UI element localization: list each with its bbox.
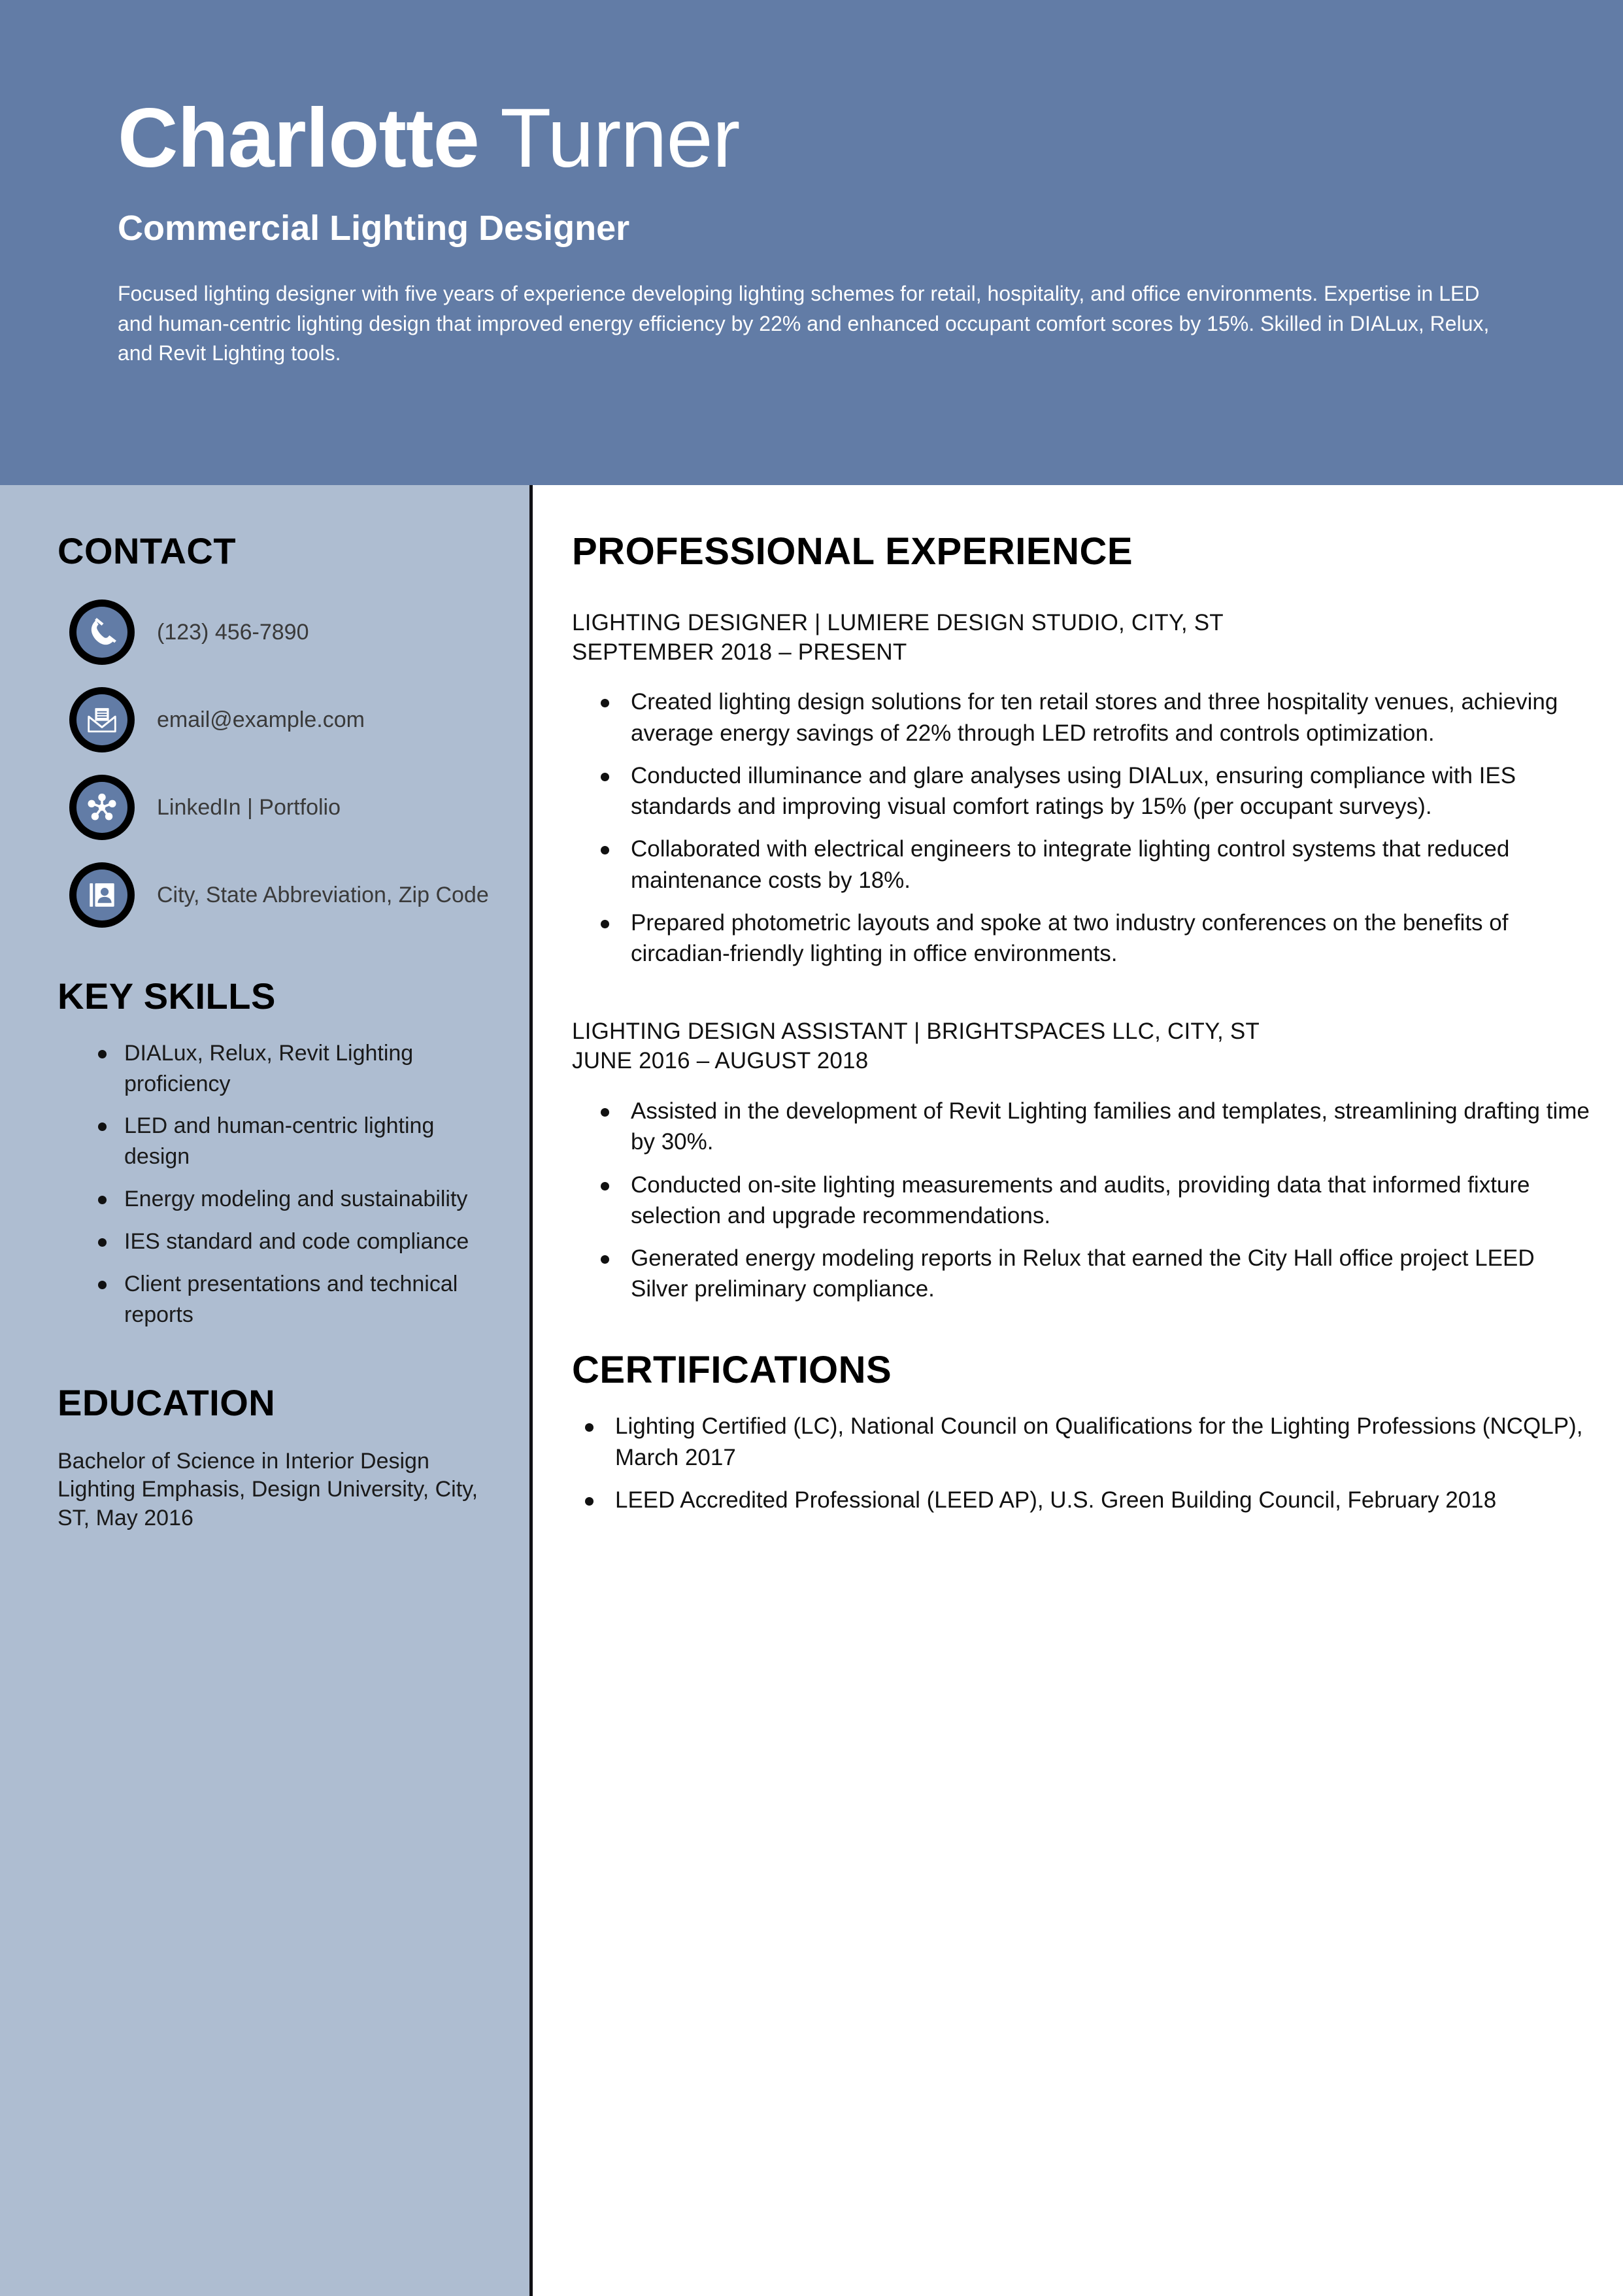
list-item: Lighting Certified (LC), National Council on Qualifications for the Lighting Professions (NCQLP), March 2017 <box>581 1411 1592 1473</box>
key-skills-list <box>58 1016 489 1330</box>
header-banner <box>0 0 1623 485</box>
education-block <box>58 1423 489 1533</box>
main-content <box>572 532 1592 1527</box>
list-item: Created lighting design solutions for ten retail stores and three hospitality venues, achieving average energy savings of 22% through LED retrofits and controls optimization. <box>598 686 1592 749</box>
envelope-icon <box>69 687 135 752</box>
phone-icon <box>69 599 135 665</box>
job-dates: SEPTEMBER 2018 – PRESENT <box>572 639 907 665</box>
contact-email-text: email@example.com <box>157 707 365 732</box>
list-item: LEED Accredited Professional (LEED AP), U.S. Green Building Council, February 2018 <box>581 1485 1592 1515</box>
job-dates: JUNE 2016 – AUGUST 2018 <box>572 1048 869 1074</box>
first-name: Charlotte <box>118 92 479 185</box>
icon-disc <box>76 607 127 658</box>
sidebar-content <box>58 532 489 1532</box>
main-column <box>533 485 1623 2296</box>
list-item: Conducted illuminance and glare analyses using DIALux, ensuring compliance with IES standards and improving visual comfort ratings by 15% (per occupant surveys). <box>598 760 1592 822</box>
job-role-company: LIGHTING DESIGNER | LUMIERE DESIGN STUDIO, CITY, ST <box>572 609 1224 635</box>
list-item: Client presentations and technical reports <box>95 1269 489 1330</box>
professional-summary: Focused lighting designer with five years of experience developing lighting schemes for retail, hospitality, and office environments. Expertise in LED and human-centric lighting design that improved energy efficiency by 22% and enhanced occupant comfort scores by 15%. Skilled in DIALux, Relux, and Revit Lighting tools. <box>118 282 1490 365</box>
key-skills-heading: KEY SKILLS <box>58 975 276 1017</box>
contact-item-phone[interactable] <box>58 597 489 667</box>
list-item: Energy modeling and sustainability <box>95 1184 489 1215</box>
education-degree: Bachelor of Science in Interior Design <box>58 1448 429 1474</box>
education-heading: EDUCATION <box>58 1381 276 1423</box>
certifications-list <box>572 1390 1592 1515</box>
list-item: Prepared photometric layouts and spoke at two industry conferences on the benefits of circadian-friendly lighting in office environments. <box>598 907 1592 970</box>
education-details: Lighting Emphasis, Design University, City, ST, May 2016 <box>58 1477 478 1530</box>
icon-disc <box>76 782 127 833</box>
spacer <box>572 1317 1592 1351</box>
job-title-line <box>572 609 1592 667</box>
experience-entry-2 <box>572 981 1592 1304</box>
icon-disc <box>76 869 127 920</box>
job-role-company: LIGHTING DESIGN ASSISTANT | BRIGHTSPACES LLC, CITY, ST <box>572 1019 1260 1045</box>
last-name: Turner <box>478 92 740 185</box>
list-item: Assisted in the development of Revit Lighting families and templates, streamlining drafting time by 30%. <box>598 1096 1592 1158</box>
list-item: Collaborated with electrical engineers to integrate lighting control systems that reduced maintenance costs by 18%. <box>598 834 1592 896</box>
spacer <box>58 947 489 977</box>
contact-address-text: City, State Abbreviation, Zip Code <box>157 882 489 907</box>
icon-disc <box>76 694 127 745</box>
contact-phone-text: (123) 456-7890 <box>157 619 309 645</box>
job-title-line <box>572 1017 1592 1076</box>
contact-links-text: LinkedIn | Portfolio <box>157 794 341 820</box>
list-item: IES standard and code compliance <box>95 1226 489 1257</box>
spacer <box>58 1342 489 1384</box>
certifications-heading: CERTIFICATIONS <box>572 1348 892 1391</box>
list-item: Conducted on-site lighting measurements and audits, providing data that informed fixture selection and upgrade recommendations. <box>598 1170 1592 1232</box>
list-item: DIALux, Relux, Revit Lighting proficiency <box>95 1038 489 1100</box>
list-item: Generated energy modeling reports in Relux that earned the City Hall office project LEED Silver preliminary compliance. <box>598 1243 1592 1305</box>
header-content <box>118 92 1530 369</box>
contact-item-email[interactable] <box>58 684 489 755</box>
job-title: Commercial Lighting Designer <box>118 209 630 248</box>
experience-heading: PROFESSIONAL EXPERIENCE <box>572 530 1133 573</box>
network-icon <box>69 775 135 840</box>
contact-item-address[interactable] <box>58 860 489 930</box>
experience-entry-1 <box>572 572 1592 970</box>
sidebar <box>0 485 529 2296</box>
contact-list <box>58 571 489 930</box>
contact-heading: CONTACT <box>58 530 237 571</box>
address-book-icon <box>69 862 135 928</box>
contact-item-links[interactable] <box>58 772 489 843</box>
list-item: LED and human-centric lighting design <box>95 1111 489 1172</box>
experience-bullets-2 <box>572 1076 1592 1305</box>
page-title <box>118 92 1530 185</box>
experience-bullets-1 <box>572 667 1592 969</box>
